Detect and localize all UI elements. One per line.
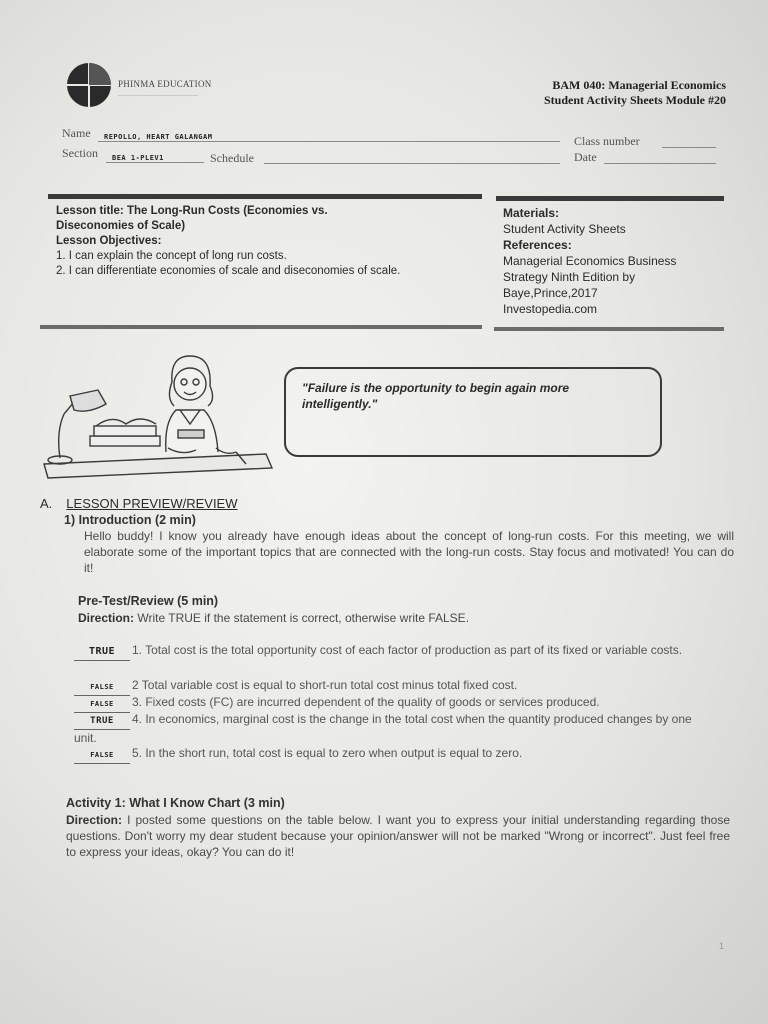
schedule-label: Schedule: [210, 151, 254, 165]
lesson-title-line1: Lesson title: The Long-Run Costs (Economies vs.: [56, 205, 328, 217]
lesson-bottom-bar: [40, 325, 482, 329]
module-title: Student Activity Sheets Module #20: [543, 93, 726, 107]
phinma-logo-icon: [66, 62, 112, 108]
section-line: [106, 162, 204, 163]
date-label: Date: [574, 150, 597, 164]
section-a-heading: [40, 496, 238, 511]
answer-blank[interactable]: FALSE: [74, 747, 130, 764]
item-text: 1. Total cost is the total opportunity cost of each factor of production as part of its fixed or variable costs.: [132, 643, 683, 657]
direction-label: Direction:: [78, 611, 135, 625]
org-name: PHINMA EDUCATION: [118, 79, 212, 89]
pretest-item: [74, 711, 714, 746]
item-text: 4. In economics, marginal cost is the change in the total cost when the quantity produced changes by one unit.: [74, 712, 692, 745]
activity-heading: Activity 1: What I Know Chart (3 min): [66, 796, 285, 810]
course-title: BAM 040: Managerial Economics: [552, 78, 726, 92]
materials-info: [503, 205, 723, 317]
lesson-top-bar: [48, 194, 482, 199]
direction-text: I posted some questions on the table below. I want you to express your initial understanding regarding those questions. Don't worry my dear student because your opinion/answer will not be marked "Wrong or incorrect". Just feel free to express your ideas, okay? You can do it!: [66, 813, 730, 859]
course-header: [544, 78, 726, 108]
item-text: 3. Fixed costs (FC) are incurred dependent of the quality of goods or services produced.: [132, 695, 600, 709]
page-number: 1: [718, 941, 724, 951]
pretest-item: [74, 745, 714, 764]
lesson-title-line2: Diseconomies of Scale): [56, 220, 186, 232]
materials-top-bar: [496, 196, 724, 201]
answer-blank[interactable]: TRUE: [74, 644, 130, 661]
section-a-title: LESSON PREVIEW/REVIEW: [66, 496, 238, 511]
answer-blank[interactable]: FALSE: [74, 696, 130, 713]
direction-text: Write TRUE if the statement is correct, otherwise write FALSE.: [137, 611, 470, 625]
item-text: 5. In the short run, total cost is equal to zero when output is equal to zero.: [132, 746, 523, 760]
activity-direction: [66, 812, 730, 860]
section-value[interactable]: BEA 1-PLEV1: [112, 154, 164, 162]
class-number-line[interactable]: [662, 147, 716, 148]
objective-item: 1. I can explain the concept of long run costs.: [56, 250, 287, 262]
objectives-label: Lesson Objectives:: [56, 235, 162, 247]
answer-blank[interactable]: TRUE: [74, 713, 130, 730]
materials-value: Student Activity Sheets: [503, 222, 626, 236]
objective-item: 2. I can differentiate economies of scale and diseconomies of scale.: [56, 265, 401, 277]
pretest-item: [74, 642, 714, 661]
pretest-heading: Pre-Test/Review (5 min): [78, 594, 219, 608]
reference-item: Baye,Prince,2017: [503, 286, 598, 300]
quote-text: "Failure is the opportunity to begin again more intelligently.": [302, 381, 570, 411]
class-number-label: Class number: [574, 134, 640, 148]
student-studying-illustration: [40, 352, 276, 482]
materials-bottom-bar: [494, 327, 724, 331]
date-line[interactable]: [604, 163, 716, 164]
lesson-info: [56, 204, 476, 279]
reference-item: Managerial Economics Business: [503, 254, 677, 268]
item-text: 2 Total variable cost is equal to short-run total cost minus total fixed cost.: [132, 678, 518, 692]
name-line: [98, 141, 560, 142]
materials-label: Materials:: [503, 206, 560, 220]
pretest-direction: [78, 610, 469, 626]
reference-item: Investopedia.com: [503, 302, 598, 316]
name-label: Name: [62, 126, 91, 140]
section-label: Section: [62, 146, 98, 160]
schedule-line[interactable]: [264, 163, 560, 164]
section-a-letter: A.: [40, 496, 53, 511]
reference-item: Strategy Ninth Edition by: [503, 270, 636, 284]
references-label: References:: [503, 238, 572, 252]
intro-body: Hello buddy! I know you already have enough ideas about the concept of long-run costs. For this meeting, we will elaborate some of the important topics that are connected with the long-run costs. Stay focus and motivated! You can do it!: [84, 529, 734, 575]
name-value[interactable]: REPOLLO, HEART GALANGAM: [104, 133, 213, 141]
org-tagline-mark: ————————————————————: [118, 92, 198, 97]
direction-label: Direction:: [66, 813, 123, 827]
answer-blank[interactable]: FALSE: [74, 679, 130, 696]
intro-heading: 1) Introduction (2 min): [64, 513, 196, 527]
